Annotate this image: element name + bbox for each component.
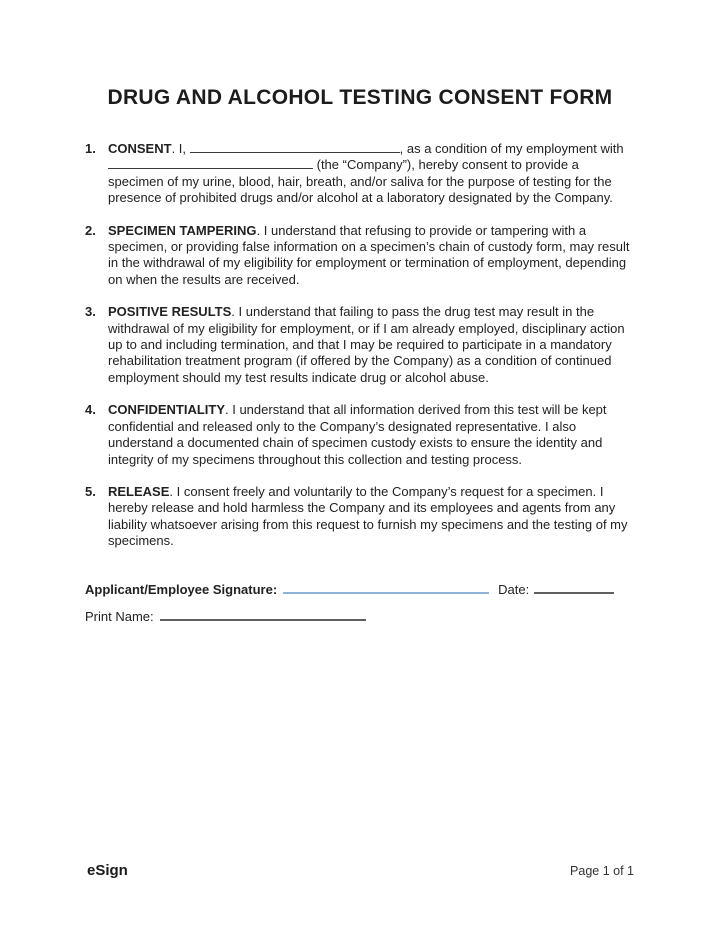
document-title: DRUG AND ALCOHOL TESTING CONSENT FORM [107, 86, 613, 109]
section-specimen-tampering [85, 223, 634, 289]
section-body [108, 141, 632, 207]
section-consent [85, 141, 634, 207]
section-text: . I understand that refusing to provide or tampering with a specimen, or providing false information on a specimen’s chain of custody form, may result in the withdrawal of my eligibility for employment or termination of employment, depending on when the results are received. [108, 222, 630, 287]
section-heading: CONSENT [108, 141, 172, 156]
section-release [85, 484, 634, 550]
date-label: Date: [498, 581, 530, 597]
page-footer [87, 862, 634, 879]
page-indicator: Page 1 of 1 [570, 864, 634, 878]
section-body [108, 402, 632, 468]
section-number: 2. [85, 222, 96, 238]
section-text: . I consent freely and voluntarily to the Company’s request for a specimen. I hereby release and hold harmless the Company and its employees and agents from any liability whatsoever arising from this request to furnish my specimens and the testing of my specimens. [108, 483, 628, 549]
section-text: . I understand that failing to pass the drug test may result in the withdrawal of my eligibility for employment, or if I am already employed, disciplinary action up to and including termination, and that I may be required to participate in a mandatory rehabilitation treatment program (if offered by the Company) as a condition of continued employment should my test results indicate drug or alcohol abuse. [108, 304, 625, 385]
section-number: 3. [85, 304, 96, 320]
clause-list [85, 141, 634, 550]
section-heading: SPECIMEN TAMPERING [108, 222, 257, 238]
section-confidentiality [85, 402, 634, 468]
section-text: . I, [171, 141, 190, 156]
name-blank-line [190, 143, 400, 153]
print-name-row [85, 607, 634, 627]
date-line [534, 584, 614, 594]
section-text: , as a condition of my employment with [399, 141, 624, 156]
section-body [108, 223, 632, 289]
company-blank-line [108, 159, 313, 169]
section-positive-results [85, 304, 634, 386]
section-number: 4. [85, 402, 96, 418]
print-name-label: Print Name: [85, 608, 154, 624]
section-text: . I understand that all information derived from this test will be kept confidential and released only to the Company’s designated representative. I also understand a documented chain of specimen custody exists to ensure the identity and integrity of my specimens throughout this collection and testing process. [108, 402, 607, 467]
section-heading: CONFIDENTIALITY [108, 402, 225, 418]
signature-label: Applicant/Employee Signature: [85, 581, 278, 597]
signature-block [85, 580, 634, 627]
section-body [108, 484, 632, 550]
section-number: 5. [85, 483, 96, 499]
section-body [108, 304, 632, 386]
print-name-line [160, 611, 366, 621]
esign-logo: eSign [87, 862, 128, 879]
section-number: 1. [85, 141, 96, 156]
section-text: (the “Company”), hereby consent to provide a specimen of my urine, blood, hair, breath, and/or saliva for the purpose of testing for the presence of prohibited drugs and/or alcohol at a laboratory designated by the Company. [108, 157, 613, 206]
section-heading: RELEASE [108, 483, 170, 499]
signature-date-row [85, 580, 634, 600]
section-heading: POSITIVE RESULTS [108, 304, 232, 320]
signature-line [283, 584, 489, 594]
